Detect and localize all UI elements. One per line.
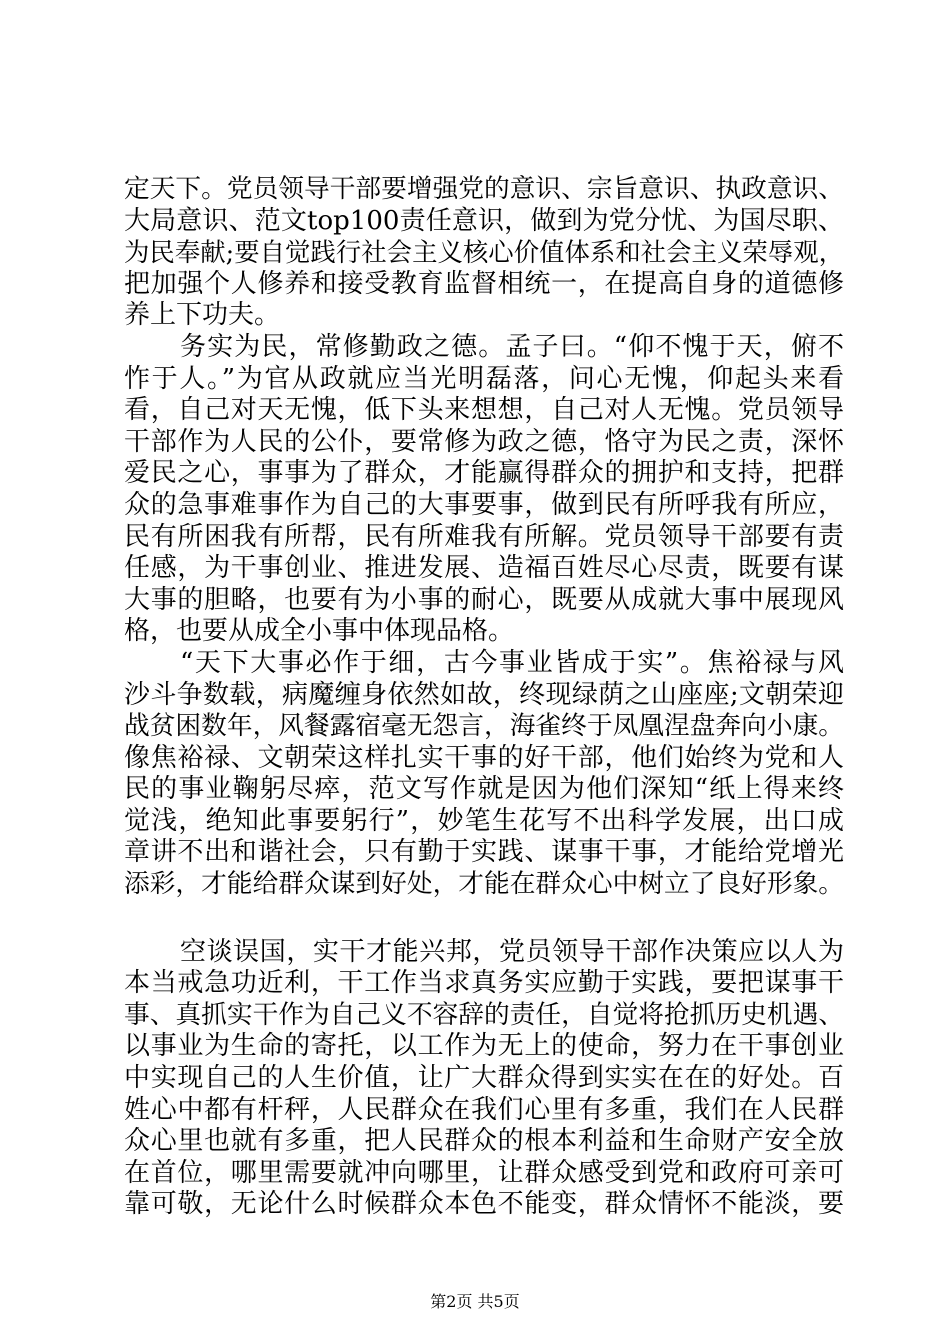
text-line: 大事的胆略，也要有为小事的耐心，既要从成就大事中展现风 xyxy=(124,584,844,615)
text-line: 众心里也就有多重，把人民群众的根本利益和生命财产安全放 xyxy=(124,1126,844,1157)
text-line: 事、真抓实干作为自己义不容辞的责任，自觉将抢抓历史机遇、 xyxy=(124,999,844,1030)
text-line: 中实现自己的人生价值，让广大群众得到实实在在的好处。百 xyxy=(124,1063,844,1094)
text-line: 以事业为生命的寄托，以工作为无上的使命，努力在干事创业 xyxy=(124,1031,844,1062)
text-line: 任感，为干事创业、推进发展、造福百姓尽心尽责，既要有谋 xyxy=(124,553,844,584)
text-line: 民有所困我有所帮，民有所难我有所解。党员领导干部要有责 xyxy=(124,521,844,552)
text-line: 靠可敬，无论什么时候群众本色不能变，群众情怀不能淡，要 xyxy=(124,1189,844,1220)
paragraph-gap xyxy=(124,901,844,937)
document-body xyxy=(124,174,844,1221)
paragraph xyxy=(124,332,844,648)
page-number: 第2页 共5页 xyxy=(430,1292,520,1311)
text-line: 觉浅，绝知此事要躬行”，妙笔生花写不出科学发展，出口成 xyxy=(124,805,844,836)
text-line: 姓心中都有杆秤，人民群众在我们心里有多重，我们在人民群 xyxy=(124,1094,844,1125)
text-line: 干部作为人民的公仆，要常修为政之德，恪守为民之责，深怀 xyxy=(124,426,844,457)
text-line: 把加强个人修养和接受教育监督相统一，在提高自身的道德修 xyxy=(124,268,844,299)
text-line: 格，也要从成全小事中体现品格。 xyxy=(124,616,515,647)
text-line: 空谈误国，实干才能兴邦，党员领导干部作决策应以人为 xyxy=(180,936,844,967)
text-line: 沙斗争数载，病魔缠身依然如故，终现绿荫之山座座;文朝荣迎 xyxy=(124,679,844,710)
text-line: 怍于人。”为官从政就应当光明磊落，问心无愧，仰起头来看 xyxy=(124,363,844,394)
paragraph xyxy=(124,648,844,901)
text-line: 像焦裕禄、文朝荣这样扎实干事的好干部，他们始终为党和人 xyxy=(124,742,844,773)
text-line: “天下大事必作于细，古今事业皆成于实”。焦裕禄与风 xyxy=(180,647,844,678)
text-line: 大局意识、范文top100责任意识，做到为党分忧、为国尽职、 xyxy=(124,205,844,236)
text-line: 看，自己对天无愧，低下头来想想，自己对人无愧。党员领导 xyxy=(124,395,844,426)
text-line: 章讲不出和谐社会，只有勤于实践、谋事干事，才能给党增光 xyxy=(124,837,844,868)
text-line: 在首位，哪里需要就冲向哪里，让群众感受到党和政府可亲可 xyxy=(124,1157,844,1188)
text-line: 众的急事难事作为自己的大事要事，做到民有所呼我有所应， xyxy=(124,489,844,520)
paragraph xyxy=(124,937,844,1221)
text-line: 民的事业鞠躬尽瘁，范文写作就是因为他们深知“纸上得来终 xyxy=(124,774,844,805)
text-line: 爱民之心，事事为了群众，才能赢得群众的拥护和支持，把群 xyxy=(124,458,844,489)
text-line: 为民奉献;要自觉践行社会主义核心价值体系和社会主义荣辱观， xyxy=(124,237,844,268)
text-line: 添彩，才能给群众谋到好处，才能在群众心中树立了良好形象。 xyxy=(124,869,844,900)
text-line: 定天下。党员领导干部要增强党的意识、宗旨意识、执政意识、 xyxy=(124,174,844,204)
text-line: 战贫困数年，风餐露宿毫无怨言，海雀终于凤凰涅盘奔向小康。 xyxy=(124,711,844,742)
text-line: 务实为民，常修勤政之德。孟子曰。“仰不愧于天，俯不 xyxy=(180,331,844,362)
text-line: 养上下功夫。 xyxy=(124,300,281,331)
paragraph xyxy=(124,174,844,332)
text-line: 本当戒急功近利，干工作当求真务实应勤于实践，要把谋事干 xyxy=(124,968,844,999)
